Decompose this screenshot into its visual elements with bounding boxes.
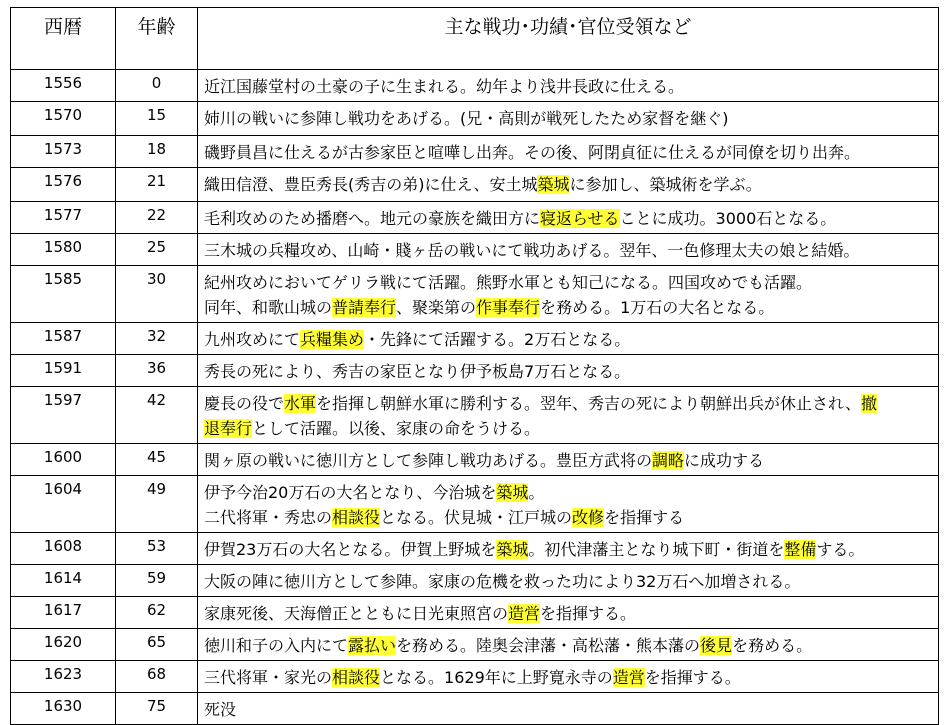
table-row (11, 136, 939, 168)
highlighted-term: 後見 (700, 636, 733, 655)
highlighted-term: 築城 (496, 540, 529, 559)
table-row (11, 355, 939, 387)
year-cell: 1591 (11, 355, 116, 387)
highlighted-term: 築城 (496, 483, 529, 502)
event-line (204, 238, 934, 263)
event-text: を務める。 (732, 636, 813, 655)
event-text: 秀長の死により、秀吉の家臣となり伊予板島7万石となる。 (204, 362, 631, 381)
event-text: 死没 (204, 700, 237, 719)
age-cell: 30 (116, 266, 198, 323)
event-line (204, 537, 934, 562)
event-cell (198, 693, 939, 725)
age-cell: 18 (116, 136, 198, 168)
age-cell: 36 (116, 355, 198, 387)
event-line (204, 295, 934, 320)
event-text: 。 (528, 483, 545, 502)
event-text: 紀州攻めにおいてゲリラ戦にて活躍。熊野水軍とも知己になる。四国攻めでも活躍。 (204, 273, 813, 292)
event-text: となる。1629年に上野寛永寺の (380, 668, 613, 687)
event-text: 織田信澄、豊臣秀長(秀吉の弟)に仕え、安土城 (204, 175, 538, 194)
table-row (11, 476, 939, 533)
chronology-table (10, 7, 939, 725)
header-age: 年齢 (116, 8, 198, 70)
highlighted-term: 相談役 (332, 668, 381, 687)
event-text: 伊予今治20万石の大名となり、今治城を (204, 483, 497, 502)
table-row (11, 102, 939, 136)
event-cell (198, 476, 939, 533)
event-text: を指揮する (604, 508, 685, 527)
age-cell: 22 (116, 202, 198, 234)
header-year: 西暦 (11, 8, 116, 70)
year-cell: 1570 (11, 102, 116, 136)
event-text: 。初代津藩主となり城下町・街道を (528, 540, 785, 559)
highlighted-term: 造営 (508, 604, 541, 623)
event-text: 大阪の陣に徳川方として参陣。家康の危機を救った功により32万石へ加増される。 (204, 572, 801, 591)
highlighted-term: 普請奉行 (332, 298, 397, 317)
table-row (11, 234, 939, 266)
event-line (204, 697, 934, 722)
event-text: 関ヶ原の戦いに徳川方として参陣し戦功あげる。豊臣方武将の (204, 451, 653, 470)
highlighted-term: 造営 (612, 668, 645, 687)
event-line (204, 569, 934, 594)
year-cell: 1585 (11, 266, 116, 323)
highlighted-term: 作事奉行 (476, 298, 541, 317)
year-cell: 1577 (11, 202, 116, 234)
event-line (204, 106, 934, 131)
event-cell (198, 136, 939, 168)
event-cell (198, 387, 939, 444)
event-text: 同年、和歌山城の (204, 298, 333, 317)
event-text: 毛利攻めのため播磨へ。地元の豪族を織田方に (204, 209, 541, 228)
event-cell (198, 70, 939, 102)
event-text: を務める。陸奥会津藩・高松藩・熊本藩の (396, 636, 701, 655)
highlighted-term: 整備 (784, 540, 817, 559)
table-row (11, 202, 939, 234)
event-line (204, 480, 934, 505)
event-text: 慶長の役で (204, 394, 285, 413)
table-row (11, 168, 939, 202)
event-line (204, 391, 934, 416)
year-cell: 1608 (11, 533, 116, 565)
year-cell: 1597 (11, 387, 116, 444)
event-line (204, 172, 934, 197)
event-line (204, 416, 934, 441)
event-text: 徳川和子の入内にて (204, 636, 349, 655)
event-line (204, 601, 934, 626)
event-text: ことに成功。3000石となる。 (619, 209, 837, 228)
event-line (204, 327, 934, 352)
year-cell: 1623 (11, 661, 116, 693)
event-text: ・先鋒にて活躍する。2万石となる。 (364, 330, 631, 349)
year-cell: 1620 (11, 629, 116, 661)
event-line (204, 270, 934, 295)
event-text: を指揮し朝鮮水軍に勝利する。翌年、秀吉の死により朝鮮出兵が休止され、 (316, 394, 861, 413)
event-cell (198, 629, 939, 661)
highlighted-term: 相談役 (332, 508, 381, 527)
event-cell (198, 597, 939, 629)
event-text: 二代将軍・秀忠の (204, 508, 333, 527)
event-text: 伊賀23万石の大名となる。伊賀上野城を (204, 540, 497, 559)
event-line (204, 74, 934, 99)
age-cell: 32 (116, 323, 198, 355)
table-row (11, 323, 939, 355)
table-row (11, 565, 939, 597)
age-cell: 62 (116, 597, 198, 629)
event-text: に参加し、築城術を学ぶ。 (569, 175, 762, 194)
event-text: 、聚楽第の (396, 298, 477, 317)
event-text: を務める。1万石の大名となる。 (540, 298, 775, 317)
event-text: 姉川の戦いに参陣し戦功をあげる。(兄・高則が戦死したため家督を継ぐ) (204, 109, 729, 128)
year-cell: 1580 (11, 234, 116, 266)
table-row (11, 597, 939, 629)
highlighted-term: 撤 (861, 394, 878, 413)
event-cell (198, 102, 939, 136)
event-text: 近江国藤堂村の土豪の子に生まれる。幼年より浅井長政に仕える。 (204, 77, 685, 96)
event-text: に成功する (684, 451, 765, 470)
event-text: 家康死後、天海僧正とともに日光東照宮の (204, 604, 509, 623)
year-cell: 1600 (11, 444, 116, 476)
table-row (11, 629, 939, 661)
event-text: 三木城の兵糧攻め、山崎・賤ヶ岳の戦いにて戦功あげる。翌年、一色修理太夫の娘と結婚。 (204, 241, 860, 260)
year-cell: 1576 (11, 168, 116, 202)
event-cell (198, 533, 939, 565)
table-row (11, 70, 939, 102)
age-cell: 0 (116, 70, 198, 102)
highlighted-term: 兵糧集め (300, 330, 365, 349)
highlighted-term: 築城 (537, 175, 570, 194)
age-cell: 53 (116, 533, 198, 565)
highlighted-term: 水軍 (284, 394, 317, 413)
year-cell: 1587 (11, 323, 116, 355)
event-text: 九州攻めにて (204, 330, 301, 349)
highlighted-term: 露払い (348, 636, 397, 655)
year-cell: 1573 (11, 136, 116, 168)
event-cell (198, 323, 939, 355)
age-cell: 42 (116, 387, 198, 444)
event-cell (198, 661, 939, 693)
header-event: 主な戦功･功績･官位受領など (198, 8, 939, 70)
year-cell: 1604 (11, 476, 116, 533)
highlighted-term: 改修 (572, 508, 605, 527)
event-cell (198, 168, 939, 202)
event-text: する。 (816, 540, 865, 559)
header-row (11, 8, 939, 70)
year-cell: 1617 (11, 597, 116, 629)
event-text: として活躍。以後、家康の命をうける。 (252, 419, 541, 438)
event-line (204, 633, 934, 658)
table-row (11, 266, 939, 323)
event-cell (198, 234, 939, 266)
age-cell: 25 (116, 234, 198, 266)
table-row (11, 387, 939, 444)
event-line (204, 448, 934, 473)
age-cell: 75 (116, 693, 198, 725)
event-line (204, 359, 934, 384)
year-cell: 1630 (11, 693, 116, 725)
event-cell (198, 444, 939, 476)
highlighted-term: 調略 (652, 451, 685, 470)
age-cell: 59 (116, 565, 198, 597)
table-row (11, 661, 939, 693)
event-line (204, 505, 934, 530)
age-cell: 49 (116, 476, 198, 533)
age-cell: 45 (116, 444, 198, 476)
event-cell (198, 266, 939, 323)
event-text: を指揮する。 (644, 668, 741, 687)
highlighted-term: 退奉行 (204, 419, 253, 438)
event-line (204, 140, 934, 165)
age-cell: 68 (116, 661, 198, 693)
year-cell: 1556 (11, 70, 116, 102)
event-text: を指揮する。 (540, 604, 637, 623)
age-cell: 65 (116, 629, 198, 661)
table-row (11, 693, 939, 725)
event-cell (198, 202, 939, 234)
event-text: となる。伏見城・江戸城の (380, 508, 573, 527)
event-text: 磯野員昌に仕えるが古参家臣と喧嘩し出奔。その後、阿閉貞征に仕えるが同僚を切り出奔。 (204, 143, 861, 162)
highlighted-term: 寝返らせる (540, 209, 620, 228)
age-cell: 15 (116, 102, 198, 136)
event-text: 三代将軍・家光の (204, 668, 333, 687)
age-cell: 21 (116, 168, 198, 202)
table-row (11, 533, 939, 565)
event-line (204, 206, 934, 231)
event-cell (198, 565, 939, 597)
event-line (204, 665, 934, 690)
table-row (11, 444, 939, 476)
event-cell (198, 355, 939, 387)
year-cell: 1614 (11, 565, 116, 597)
